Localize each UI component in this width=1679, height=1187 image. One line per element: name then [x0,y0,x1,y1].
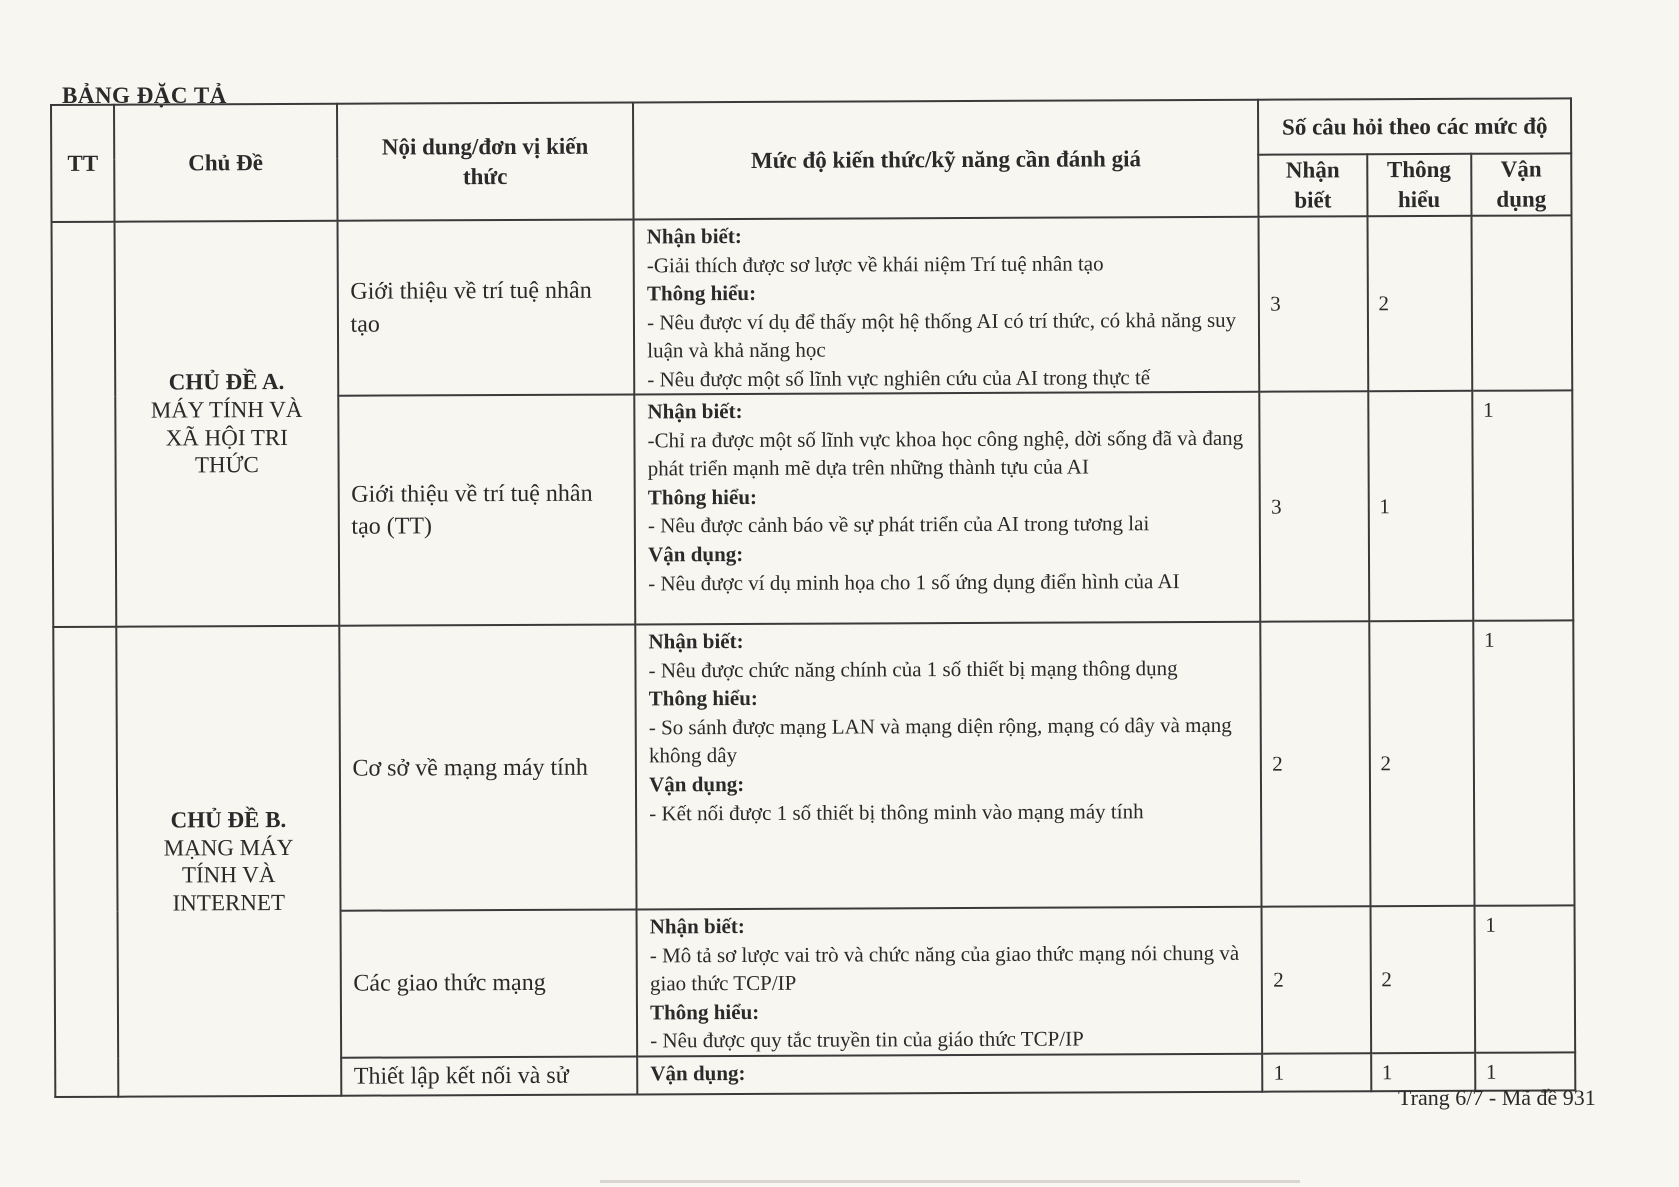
table-row [53,621,1574,913]
tt-cell [52,222,117,628]
count-nhan-biet: 3 [1259,216,1368,392]
level-text: - Mô tả sơ lược vai trò và chức năng của giao thức mạng nói chung và giao thức TCP/IP [649,940,1240,996]
count-van-dung: 1 [1473,621,1574,906]
count-nhan-biet: 2 [1262,907,1371,1054]
level-heading: Thông hiểu: [648,686,758,711]
header-tt: TT [51,105,115,222]
count-van-dung [1471,215,1572,391]
level-text: - So sánh được mạng LAN và mạng diện rộng, mạng có dây và mạng không dây [648,712,1232,768]
level-heading: Vận dụng: [649,771,745,797]
header-count-group: Số câu hỏi theo các mức độ [1258,98,1571,154]
header-topic: Chủ Đề [114,104,337,222]
level-text: -Giải thích được sơ lược về khái niệm Trí tuệ nhân tạo [646,250,1104,277]
level-heading: Nhận biết: [647,399,743,424]
count-nhan-biet: 1 [1262,1053,1370,1092]
header-nhan-biet: Nhận biết [1259,154,1367,216]
count-nhan-biet: 2 [1261,622,1370,907]
spec-table [50,97,1576,1098]
count-nhan-biet: 3 [1260,392,1369,622]
count-van-dung: 1 [1472,391,1573,621]
level-heading: Vận dụng: [648,541,744,567]
scan-artifact [600,1180,1300,1183]
content-cell: Thiết lập kết nối và sử [341,1056,638,1096]
count-thong-hieu: 2 [1369,621,1474,906]
level-text: - Kết nối được 1 số thiết bị thông minh vào mạng máy tính [649,798,1144,825]
level-heading: Nhận biết: [648,629,744,654]
content-cell: Cơ sở về mạng máy tính [339,625,637,911]
level-text: -Chỉ ra được một số lĩnh vực khoa học công nghệ, dời sống đã và đang phát triển mạnh mẽ dựa trên những thành tựu của AI [647,425,1244,481]
count-thong-hieu: 2 [1367,216,1472,392]
content-cell: Giới thiệu về trí tuệ nhân tạo [337,219,634,396]
level-cell [637,907,1263,1056]
count-van-dung: 1 [1474,906,1575,1053]
level-text: - Nêu được ví dụ để thấy một hệ thống AI có trí thức, có khả năng suy luận và khả năng học - Nêu được một số lĩnh vực nghiên cứu của AI trong thực tế [647,307,1237,392]
topic-cell [115,221,339,627]
level-text: - Nêu được chức năng chính của 1 số thiết bị mạng thông dụng [648,655,1178,683]
level-heading: Thông hiểu: [646,281,757,306]
header-van-dung: Vận dụng [1471,153,1572,215]
level-cell [637,1054,1262,1095]
topic-name: MẠNG MÁY TÍNH VÀ INTERNET [163,834,294,916]
table-row [52,215,1573,397]
topic-name: MÁY TÍNH VÀ XÃ HỘI TRI THỨC [150,396,303,478]
level-heading: Vận dụng: [650,1060,746,1086]
tt-cell [53,627,118,1097]
level-heading: Nhận biết: [649,914,745,939]
count-van-dung: 1 [1475,1052,1575,1091]
level-heading: Nhận biết: [646,223,742,249]
level-heading: Thông hiểu: [647,484,758,510]
level-cell [635,622,1261,910]
count-thong-hieu: 1 [1368,391,1473,621]
level-heading: Thông hiểu: [650,999,760,1025]
header-thong-hieu: Thông hiểu [1367,154,1471,216]
header-level: Mức độ kiến thức/kỹ năng cần đánh giá [633,100,1259,220]
level-text: - Nêu được ví dụ minh họa cho 1 số ứng dụng điển hình của AI [648,568,1180,595]
content-cell: Các giao thức mạng [340,910,637,1058]
level-cell [634,217,1260,395]
content-cell: Giới thiệu về trí tuệ nhân tạo (TT) [338,395,636,626]
header-content: Nội dung/đơn vị kiến thức [337,102,634,220]
page-footer: Trang 6/7 - Mã đề 931 [1398,1085,1596,1110]
level-text: - Nêu được cảnh báo về sự phát triển của AI trong tương lai [647,511,1150,538]
topic-cell [116,626,340,1097]
count-thong-hieu: 1 [1371,1053,1475,1092]
topic-code: CHỦ ĐỀ A. [168,369,285,395]
level-text: - Nêu được quy tắc truyền tin của giáo thức TCP/IP [650,1026,1084,1053]
count-thong-hieu: 2 [1370,906,1475,1053]
topic-code: CHỦ ĐỀ B. [170,807,287,833]
level-cell [634,392,1260,625]
page-title: BẢNG ĐẶC TẢ [62,83,227,108]
